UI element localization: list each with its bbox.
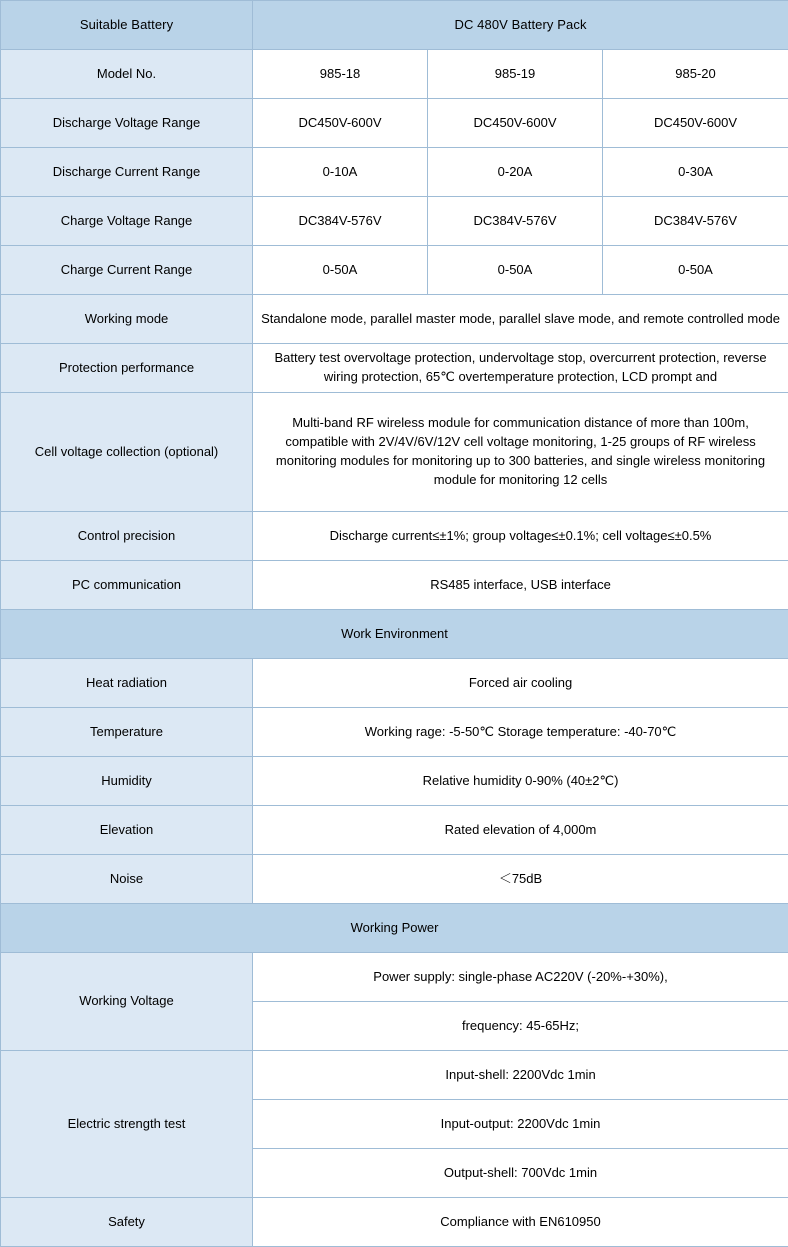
cell-working-voltage-frequency: frequency: 45-65Hz; [253,1002,788,1051]
row-label-noise: Noise [1,855,253,904]
table-row [1,708,788,757]
table-row [1,757,788,806]
cell-model-no-2: 985-19 [428,50,603,99]
cell-control-precision: Discharge current≤±1%; group voltage≤±0.1%; cell voltage≤±0.5% [253,512,788,561]
table-row [1,246,788,295]
row-label-safety: Safety [1,1198,253,1247]
cell-model-no-1: 985-18 [253,50,428,99]
row-label-temperature: Temperature [1,708,253,757]
row-label-discharge-voltage-range: Discharge Voltage Range [1,99,253,148]
table-row [1,148,788,197]
section-header-row-work-environment [1,610,788,659]
header-suitable-battery: Suitable Battery [1,1,253,50]
cell-charge-current-range-1: 0-50A [253,246,428,295]
cell-heat-radiation: Forced air cooling [253,659,788,708]
table-row [1,393,788,512]
cell-discharge-voltage-range-3: DC450V-600V [603,99,788,148]
cell-charge-current-range-2: 0-50A [428,246,603,295]
cell-electric-strength-output-shell: Output-shell: 700Vdc 1min [253,1149,788,1198]
section-title-work-environment: Work Environment [1,610,788,659]
table-row [1,953,788,1002]
row-label-pc-communication: PC communication [1,561,253,610]
table-row [1,855,788,904]
cell-charge-voltage-range-3: DC384V-576V [603,197,788,246]
cell-safety: Compliance with EN610950 [253,1198,788,1247]
cell-discharge-current-range-3: 0-30A [603,148,788,197]
cell-electric-strength-input-output: Input-output: 2200Vdc 1min [253,1100,788,1149]
row-label-humidity: Humidity [1,757,253,806]
cell-working-voltage-supply: Power supply: single-phase AC220V (-20%-+30%), [253,953,788,1002]
cell-working-mode: Standalone mode, parallel master mode, parallel slave mode, and remote controlled mode [253,295,788,344]
table-row [1,659,788,708]
row-label-electric-strength-test: Electric strength test [1,1051,253,1198]
table-row [1,295,788,344]
cell-model-no-3: 985-20 [603,50,788,99]
row-label-charge-current-range: Charge Current Range [1,246,253,295]
cell-elevation: Rated elevation of 4,000m [253,806,788,855]
table-row [1,50,788,99]
table-row [1,512,788,561]
cell-cell-voltage-collection: Multi-band RF wireless module for communication distance of more than 100m, compatible with 2V/4V/6V/12V cell voltage monitoring, 1-25 groups of RF wireless monitoring modules for monitoring up to 300 batteries, and single wireless monitoring module for monitoring 12 cells [253,393,788,512]
row-label-working-mode: Working mode [1,295,253,344]
table-row [1,344,788,393]
header-battery-pack: DC 480V Battery Pack [253,1,788,50]
table-row [1,1051,788,1100]
table-row [1,197,788,246]
cell-protection-performance: Battery test overvoltage protection, undervoltage stop, overcurrent protection, reverse wiring protection, 65℃ overtemperature protection, LCD prompt and [253,344,788,393]
table-row [1,99,788,148]
cell-pc-communication: RS485 interface, USB interface [253,561,788,610]
section-title-working-power: Working Power [1,904,788,953]
table-row [1,806,788,855]
cell-temperature: Working rage: -5-50℃ Storage temperature: -40-70℃ [253,708,788,757]
row-label-charge-voltage-range: Charge Voltage Range [1,197,253,246]
section-header-row-working-power [1,904,788,953]
cell-electric-strength-input-shell: Input-shell: 2200Vdc 1min [253,1051,788,1100]
table-row [1,1198,788,1247]
table-row [1,561,788,610]
table-header-row [1,1,788,50]
cell-discharge-current-range-2: 0-20A [428,148,603,197]
cell-noise: ＜75dB [253,855,788,904]
cell-discharge-voltage-range-2: DC450V-600V [428,99,603,148]
row-label-heat-radiation: Heat radiation [1,659,253,708]
row-label-elevation: Elevation [1,806,253,855]
cell-discharge-voltage-range-1: DC450V-600V [253,99,428,148]
row-label-protection-performance: Protection performance [1,344,253,393]
row-label-control-precision: Control precision [1,512,253,561]
cell-discharge-current-range-1: 0-10A [253,148,428,197]
cell-charge-voltage-range-1: DC384V-576V [253,197,428,246]
row-label-model-no: Model No. [1,50,253,99]
row-label-working-voltage: Working Voltage [1,953,253,1051]
cell-humidity: Relative humidity 0-90% (40±2℃) [253,757,788,806]
cell-charge-voltage-range-2: DC384V-576V [428,197,603,246]
cell-charge-current-range-3: 0-50A [603,246,788,295]
row-label-discharge-current-range: Discharge Current Range [1,148,253,197]
row-label-cell-voltage-collection: Cell voltage collection (optional) [1,393,253,512]
